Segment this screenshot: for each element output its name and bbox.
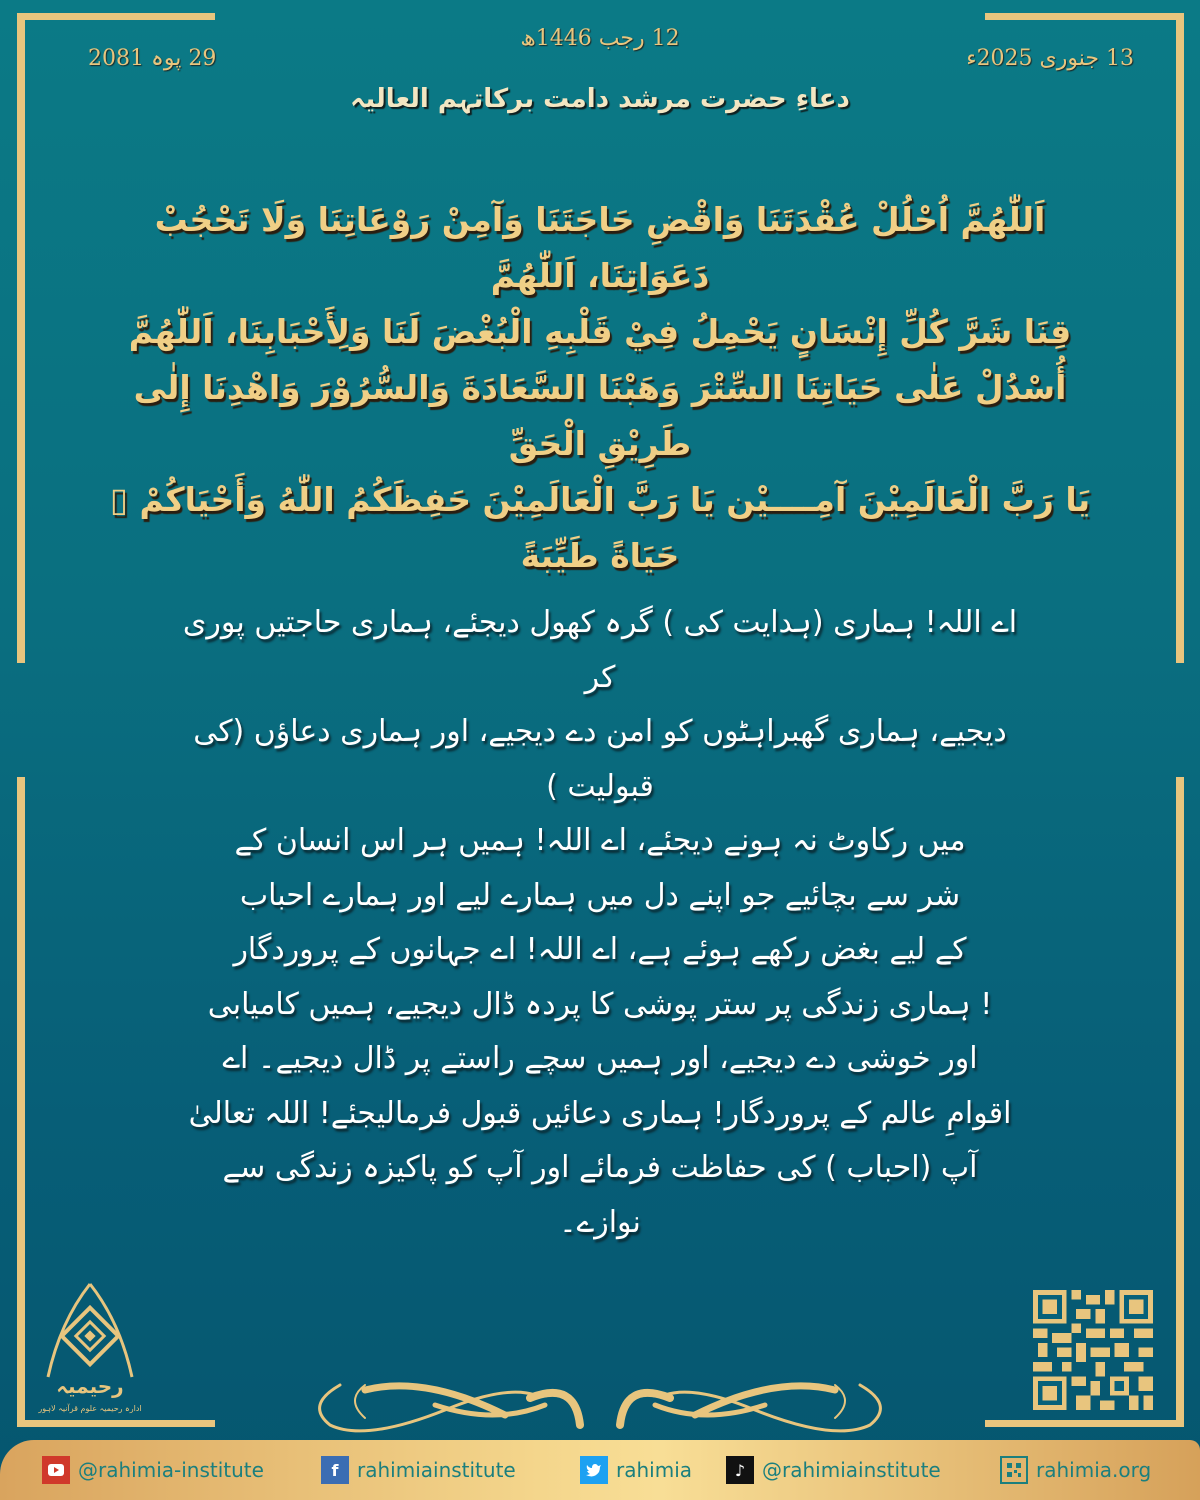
urdu-line: ! ہماری زندگی پر ستر پوشی کا پردہ ڈال دیجیے، ہمیں کامیابی [207,986,993,1022]
arabic-line: حَيَاةً طَيِّبَةً [520,536,680,575]
facebook-icon: f [321,1456,349,1484]
urdu-line: شر سے بچائیے جو اپنے دل میں ہمارے لیے اور ہمارے احباب [239,877,961,913]
rahimia-logo [40,1282,140,1427]
tiktok-icon: ♪ [726,1456,754,1484]
bikrami-date: 29 پوہ 2081 [88,46,217,71]
frame-bottom-right-bar [985,1420,1184,1427]
social-footer [0,1440,1200,1500]
twitter-link[interactable] [580,1454,692,1486]
tiktok-handle: @rahimiainstitute [762,1458,941,1482]
urdu-line: دیجیے، ہماری گھبراہٹوں کو امن دے دیجیے، اور ہماری دعاؤں (کی قبولیت ) [193,714,1007,804]
website-icon [1000,1456,1028,1484]
urdu-line: میں رکاوٹ نہ ہونے دیجئے، اے اللہ! ہمیں ہر اس انسان کے [234,823,966,858]
arabic-line: أُسْدُلْ عَلٰى حَيَاتِنَا السِّتْرَ وَهَبْنَا السَّعَادَةَ وَالسُّرُوْرَ وَاهْدِنَا إِلٰى طَرِيْقِ الْحَقِّ [133,368,1067,463]
logo-name: رحیمیہ [56,1374,124,1398]
tiktok-link[interactable] [726,1454,941,1486]
urdu-translation [180,596,1020,1250]
frame-top-right-bar [985,13,1184,20]
page-title: دعاءِ حضرت مرشد دامت برکاتہم العالیہ [350,84,850,114]
website-link[interactable] [1000,1454,1151,1486]
twitter-icon [580,1456,608,1484]
gregorian-date: 13 جنوری 2025ء [966,46,1134,71]
frame-right-lower [1176,777,1184,1427]
facebook-handle: rahimiainstitute [357,1458,516,1482]
facebook-link[interactable] [321,1454,516,1486]
ornament-flourish-icon [305,1370,895,1440]
arabic-line: قِنَا شَرَّ كُلِّ إِنْسَانٍ يَحْمِلُ فِيْ قَلْبِهِ الْبُغْضَ لَنَا وَلِأَحْبَابِنَا، اَللّٰهُمَّ [128,312,1072,351]
frame-top-left-bar [17,13,215,20]
arabic-line: اَللّٰهُمَّ اُحْلُلْ عُقْدَتَنَا وَاقْضِ حَاجَتَنَا وَآمِنْ رَوْعَاتِنَا وَلَا تَحْجُبْ دَعَوَاتِنَا، اَللّٰهُمَّ [154,200,1046,295]
youtube-icon [42,1456,70,1484]
youtube-handle: @rahimia-institute [78,1458,264,1482]
arabic-line: يَا رَبَّ الْعَالَمِيْنَ آمِــــيْن يَا رَبَّ الْعَالَمِيْنَ حَفِظَكُمُ اللّٰهُ وَأَحْيَاكُمْ ▯ [109,480,1091,519]
urdu-line: کے لیے بغض رکھے ہوئے ہے، اے اللہ! اے جہانوں کے پروردگار [233,932,967,967]
logo-subtitle: ادارہ رحیمیہ علوم قرآنیہ لاہور [38,1404,142,1413]
urdu-line: اور خوشی دے دیجیے، اور ہمیں سچے راستے پر ڈال دیجیے۔ اے [222,1041,978,1076]
urdu-line: اے اللہ! ہماری (ہدایت کی ) گرہ کھول دیجئے، ہماری حاجتیں پوری کر [182,605,1018,695]
twitter-handle: rahimia [616,1458,693,1482]
urdu-line: آپ (احباب ) کی حفاظت فرمائے اور آپ کو پاکیزہ زندگی سے نوازے۔ [222,1150,978,1240]
qr-code[interactable] [1033,1290,1153,1410]
arabic-dua [90,192,1110,584]
frame-left-lower [17,777,25,1427]
urdu-line: اقوامِ عالم کے پروردگار! ہماری دعائیں قبول فرمالیجئے! اللہ تعالیٰ [188,1095,1012,1131]
website-url: rahimia.org [1036,1458,1152,1482]
youtube-link[interactable] [42,1454,264,1486]
hijri-date: 12 رجب 1446ھ [520,26,680,51]
